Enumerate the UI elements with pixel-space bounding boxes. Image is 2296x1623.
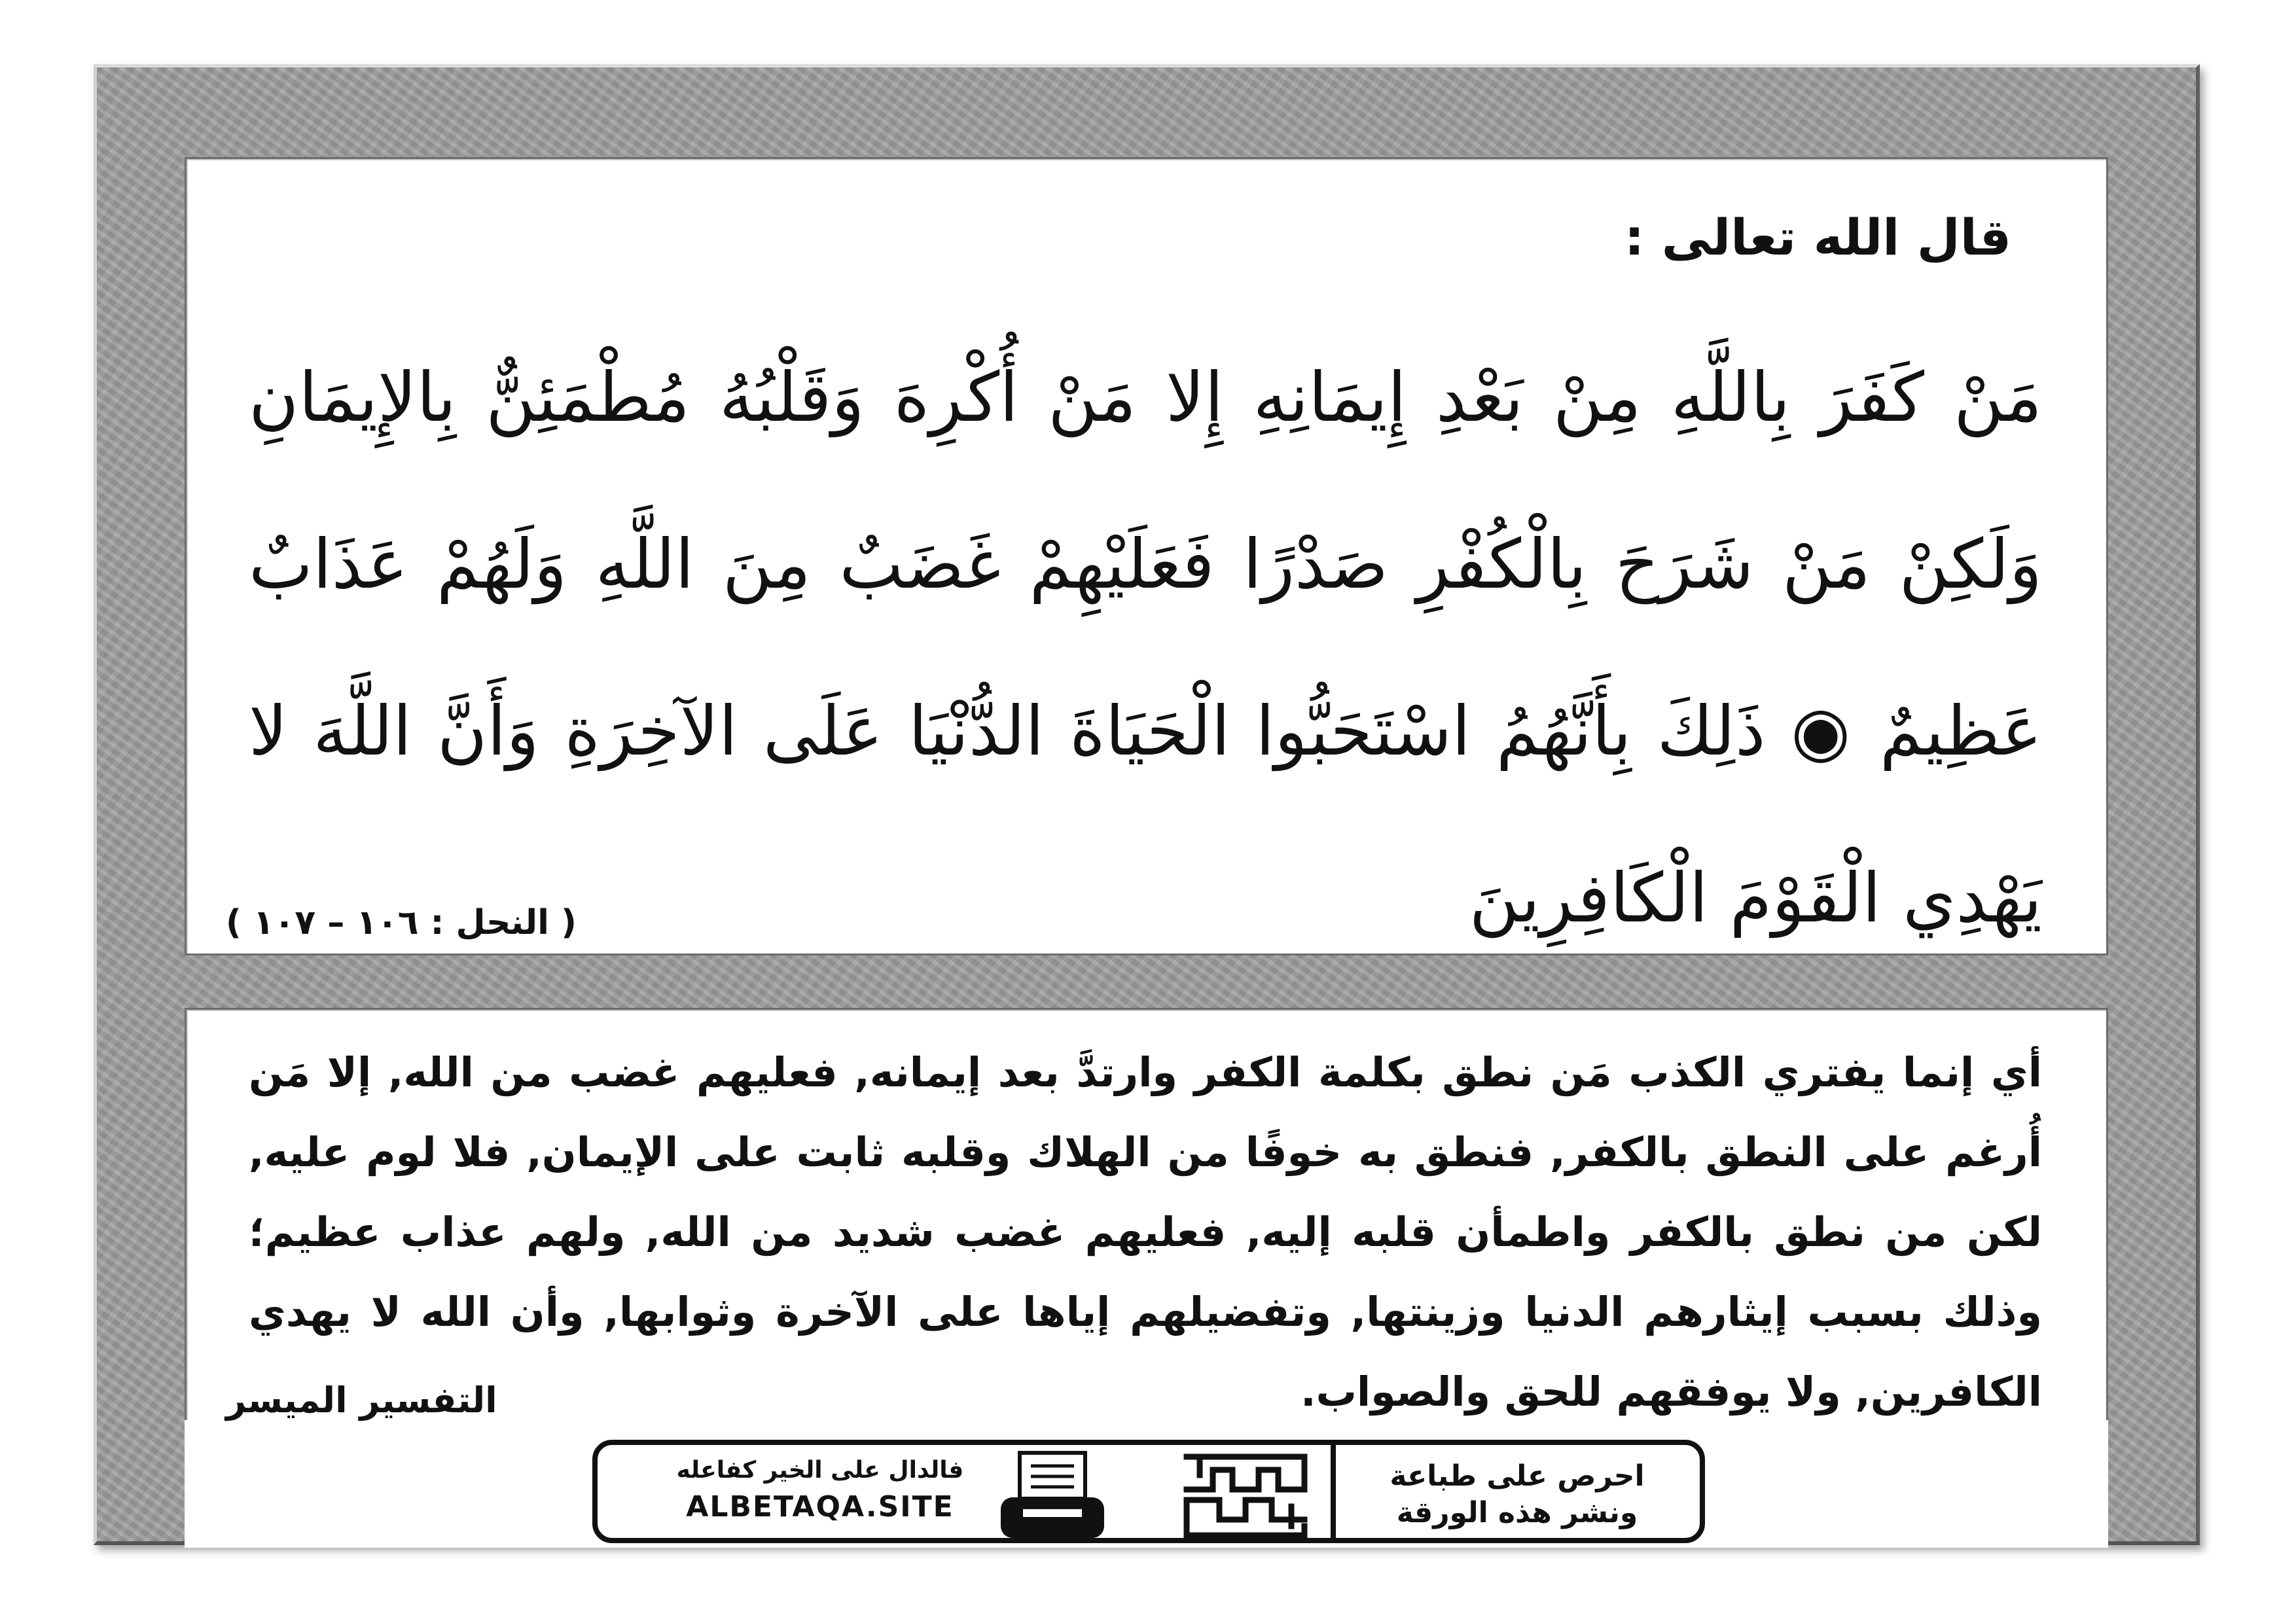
verse-heading: قال الله تعالى : <box>1624 208 2011 266</box>
verse-reference: ( النحل : ١٠٦ – ١٠٧ ) <box>226 903 577 942</box>
footer-slogan: فالدال على الخير كفاعله <box>676 1457 964 1484</box>
daawa-logo-icon <box>1180 1449 1311 1541</box>
tafsir-source: التفسير الميسر <box>226 1380 497 1421</box>
printer-icon <box>997 1450 1108 1542</box>
footer-call-line1: احرص على طباعة <box>1390 1459 1645 1493</box>
tafsir-text: أي إنما يفتري الكذب مَن نطق بكلمة الكفر وارتدَّ بعد إيمانه, فعليهم غضب من الله, إلا مَن أُرغم على النطق بالكفر, فنطق به خوفًا من الهلاك وقلبه ثابت على الإيمان, فلا لوم عليه, لكن من نطق بالكفر واطمأن قلبه إليه, فعليهم غضب شديد من الله, ولهم عذاب عظيم؛ وذلك بسبب إيثارهم الدنيا وزينتها, وتفضيلهم إياها على الآخرة وثوابها, وأن الله لا يهدي الكافرين, ولا يوفقهم للحق والصواب. <box>249 1048 2042 1416</box>
footer-banner <box>592 1440 1705 1543</box>
footer-site-block <box>663 1457 977 1524</box>
quran-verse: مَنْ كَفَرَ بِاللَّهِ مِنْ بَعْدِ إِيمَانِهِ إِلا مَنْ أُكْرِهَ وَقَلْبُهُ مُطْمَئِنٌّ بِالإِيمَانِ وَلَكِنْ مَنْ شَرَحَ بِالْكُفْرِ صَدْرًا فَعَلَيْهِمْ غَضَبٌ مِنَ اللَّهِ وَلَهُمْ عَذَابٌ عَظِيمٌ ◉ ذَلِكَ بِأَنَّهُمُ اسْتَحَبُّوا الْحَيَاةَ الدُّنْيَا عَلَى الآخِرَةِ وَأَنَّ اللَّهَ لا يَهْدِي الْقَوْمَ الْكَافِرِينَ <box>249 357 2042 938</box>
footer-call-line2: ونشر هذه الورقة <box>1396 1496 1638 1529</box>
footer-website[interactable]: ALBETAQA.SITE <box>686 1490 954 1524</box>
footer-divider <box>1331 1445 1336 1538</box>
footer-call-block <box>1376 1458 1658 1531</box>
